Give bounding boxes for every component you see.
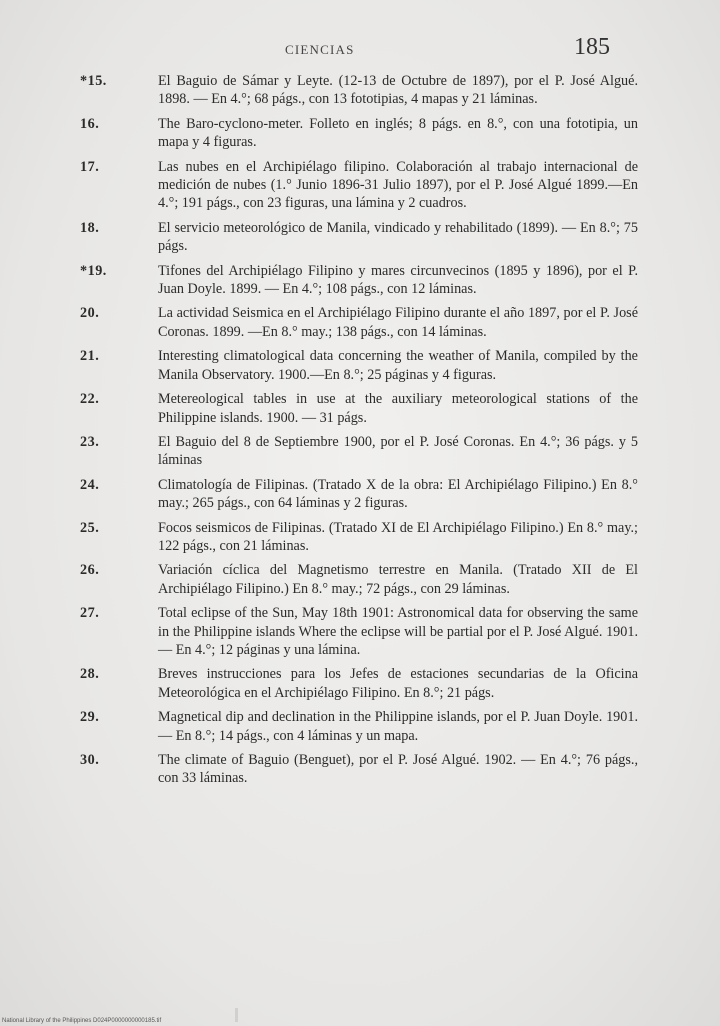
entry-number: 28. [80,666,100,683]
entry-number: 22. [80,391,100,408]
entry-text: El servicio meteorológico de Manila, vindicado y rehabilitado (1899). — En 8.°; 75 págs. [158,219,638,255]
entry-text: La actividad Seismica en el Archipiélago Filipino durante el año 1897, por el P. José Coronas. 1899. —En 8.° may.; 138 págs., con 14 láminas. [158,305,638,340]
list-item [78,604,638,659]
entry-text: Metereological tables in use at the auxiliary meteorological stations of the Philippine islands. 1900. — 31 págs. [158,391,638,426]
entry-number: 23. [80,433,100,450]
entry-number: 16. [80,115,100,132]
page-number: 185 [574,34,610,60]
entry-number: 27. [80,605,100,622]
list-item [78,476,638,513]
entry-number: 26. [80,562,100,579]
list-item [78,158,638,213]
entry-number: *15. [80,73,107,89]
entry-text: Variación cíclica del Magnetismo terrestre en Manila. (Tratado XII de El Archipiélago Filipino.) En 8.° may.; 72 págs., con 29 láminas. [158,562,638,597]
entry-text: The Baro-cyclono-meter. Folleto en inglés; 8 págs. en 8.°, con una fototipia, un mapa y 4 figuras. [158,115,638,151]
entry-text: El Baguio de Sámar y Leyte. (12-13 de Octubre de 1897), por el P. José Algué. 1898. — En 4.°; 68 págs., con 13 fototipias, 4 mapas y 21 láminas. [158,73,638,108]
entry-number: 21. [80,348,100,365]
entry-text: Magnetical dip and declination in the Philippine islands, por el P. Juan Doyle. 1901. — En 8.°; 14 págs., con 4 láminas y un mapa. [158,709,638,744]
entry-text: Total eclipse of the Sun, May 18th 1901: Astronomical data for observing the same in the Philippine islands Where the eclipse will be partial por el P. José Algué. 1901. — En 4.°; 12 páginas y una lámina. [158,605,638,658]
entry-number: 30. [80,752,100,768]
entry-text: Interesting climatological data concerning the weather of Manila, compiled by the Manila Observatory. 1900.—En 8.°; 25 páginas y 4 figuras. [158,348,638,383]
list-item [78,390,638,427]
list-item [78,115,638,152]
entry-text: Tifones del Archipiélago Filipino y mares circunvecinos (1895 y 1896), por el P. Juan Doyle. 1899. — En 4.°; 108 págs., con 12 láminas. [158,262,638,298]
entry-text: El Baguio del 8 de Septiembre 1900, por el P. José Coronas. En 4.°; 36 págs. y 5 láminas [158,433,638,469]
list-item [78,665,638,702]
entry-number: 29. [80,709,100,726]
list-item [78,433,638,470]
entry-text: Las nubes en el Archipiélago filipino. Colaboración al trabajo internacional de medición de nubes (1.° Junio 1896-31 Julio 1897), por el P. José Algué 1899.—En 4.°; 191 págs., con 23 figuras, una lámina y 2 cuadros. [158,158,638,212]
bibliography-list [78,72,638,794]
list-item [78,304,638,341]
entry-number: 18. [80,219,100,236]
scan-smudge [235,1008,238,1022]
list-item [78,708,638,745]
entry-text: Focos seismicos de Filipinas. (Tratado XI de El Archipiélago Filipino.) En 8.° may.; 122 págs., con 21 láminas. [158,519,638,554]
entry-text: Breves instrucciones para los Jefes de estaciones secundarias de la Oficina Meteorológica en el Archipiélago Filipino. En 8.°; 21 págs. [158,666,638,701]
entry-number: 25. [80,519,100,536]
list-item [78,72,638,109]
running-head: CIENCIAS [285,42,355,57]
list-item [78,751,638,788]
scan-credit: National Library of the Philippines D024P0000000000185.tif [2,1018,162,1024]
list-item [78,219,638,256]
entry-number: 17. [80,158,100,175]
list-item [78,347,638,384]
entry-number: 24. [80,476,100,493]
entry-number: 20. [80,305,100,322]
list-item [78,561,638,598]
entry-text: Climatología de Filipinas. (Tratado X de la obra: El Archipiélago Filipino.) En 8.° may.; 265 págs., con 64 láminas y 2 figuras. [158,476,638,512]
list-item [78,519,638,556]
list-item [78,262,638,299]
entry-number: *19. [80,262,107,279]
entry-text: The climate of Baguio (Benguet), por el P. José Algué. 1902. — En 4.°; 76 págs., con 33 láminas. [158,752,638,787]
